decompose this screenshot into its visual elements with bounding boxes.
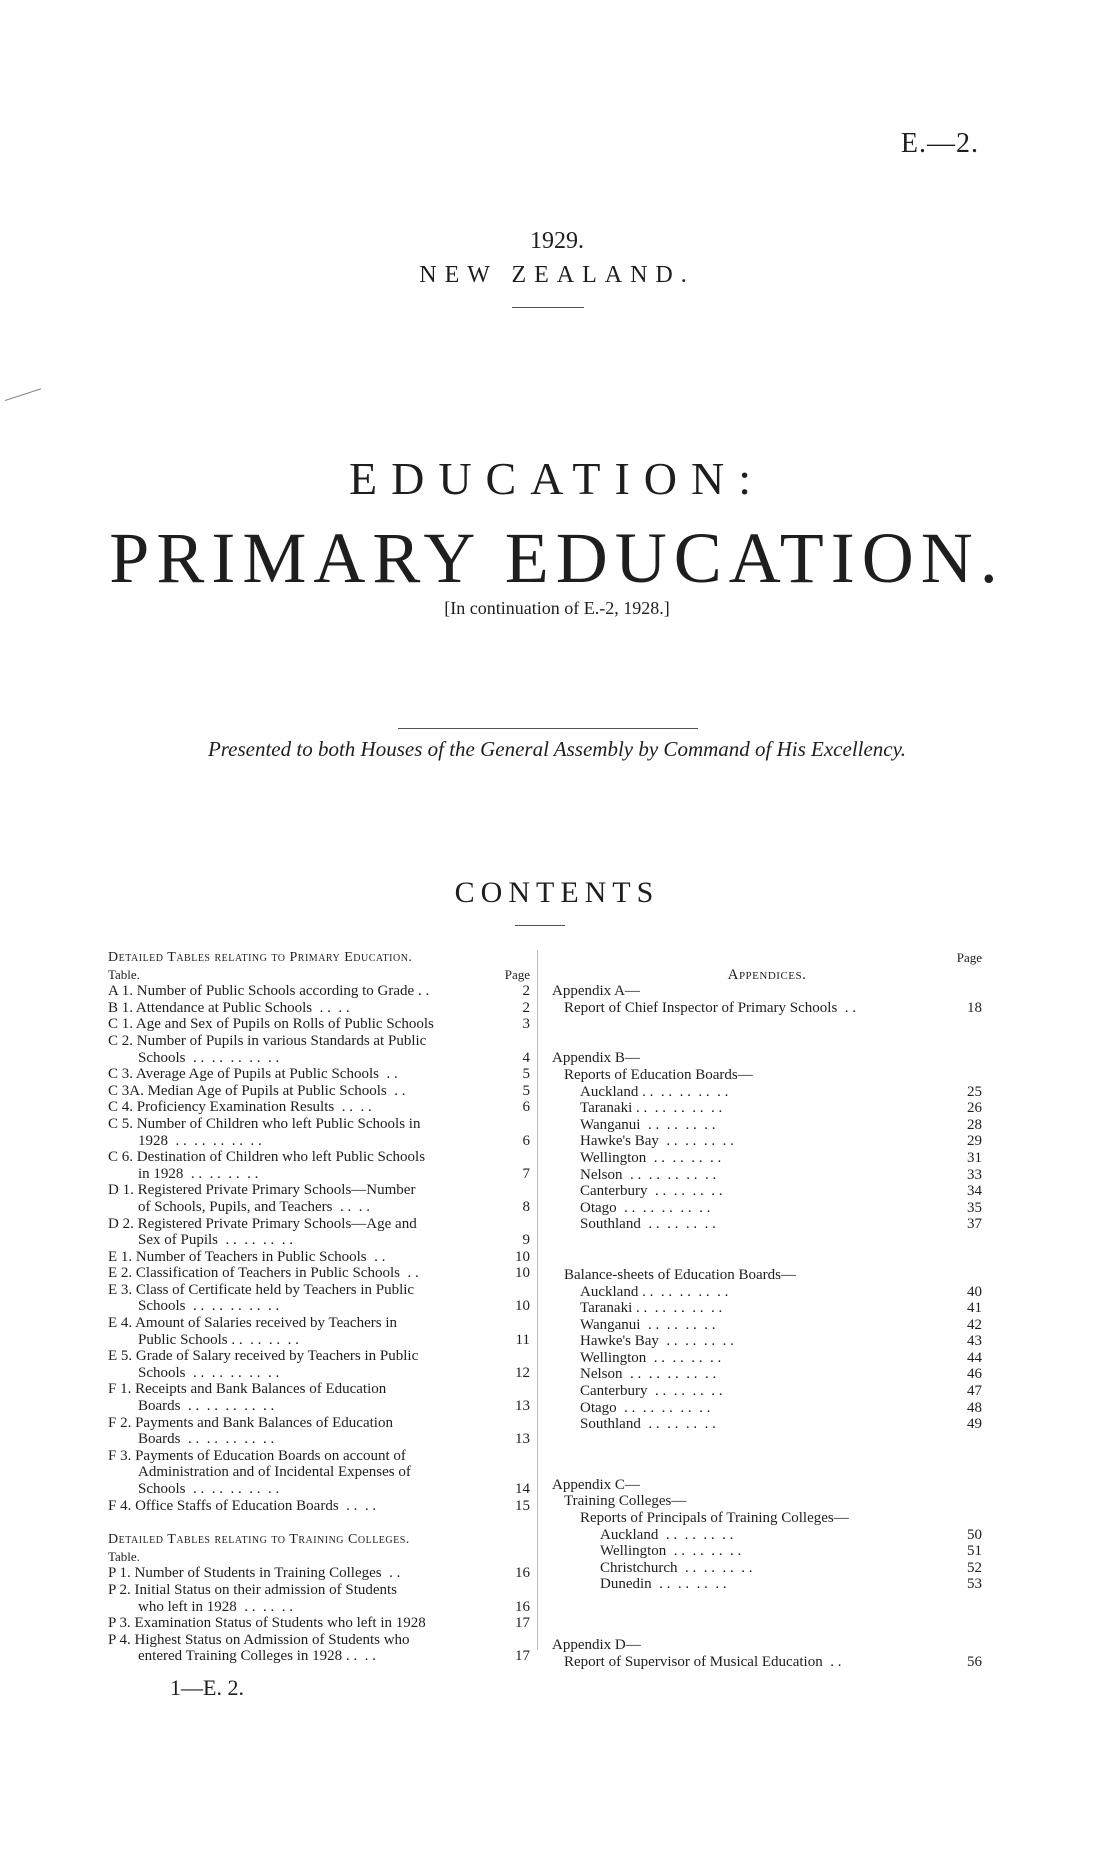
stray-mark <box>5 388 41 401</box>
entry-label: Otago . . . . . . . . . . <box>580 1199 711 1216</box>
entry-label: P 1. Number of Students in Training Colleges . . <box>108 1565 401 1582</box>
contents-entry <box>108 1365 530 1382</box>
contents-entry <box>108 1415 530 1432</box>
contents-entry <box>108 1066 530 1083</box>
entry-page: 29 <box>967 1133 982 1150</box>
entry-page: 35 <box>967 1199 982 1216</box>
entry-label: Nelson . . . . . . . . . . <box>580 1166 717 1183</box>
entry-label: Wellington . . . . . . . . <box>580 1149 722 1166</box>
year: 1929. <box>530 228 584 254</box>
contents-entry <box>108 1348 530 1365</box>
contents-entry <box>108 1464 530 1481</box>
contents-entry <box>580 1317 982 1334</box>
contents-heading: CONTENTS <box>454 876 660 909</box>
contents-entry <box>108 1182 530 1199</box>
contents-entry <box>108 1149 530 1166</box>
entry-page: 5 <box>522 1082 530 1099</box>
presented-note: Presented to both Houses of the General Assembly by Command of His Excellency. <box>207 737 907 761</box>
entry-page: 52 <box>967 1559 982 1576</box>
entry-label: Schools . . . . . . . . . . <box>138 1049 280 1066</box>
entry-label: C 2. Number of Pupils in various Standards at Public <box>108 1032 427 1049</box>
entry-label: Otago . . . . . . . . . . <box>580 1399 711 1416</box>
entry-page: 6 <box>522 1132 530 1149</box>
entry-label: Sex of Pupils . . . . . . . . <box>138 1232 294 1249</box>
contents-entry <box>108 1050 530 1067</box>
contents-entry <box>108 1133 530 1150</box>
country: NEW ZEALAND. <box>419 262 695 288</box>
entry-page: 2 <box>522 999 530 1016</box>
entry-label: Report of Chief Inspector of Primary Schools . . <box>564 999 857 1016</box>
entry-page: 6 <box>522 1099 530 1116</box>
column-separator <box>537 950 538 1650</box>
entry-label: C 1. Age and Sex of Pupils on Rolls of Public Schools <box>108 1016 434 1033</box>
contents-entry <box>108 1398 530 1415</box>
page-label: Page <box>504 966 530 982</box>
contents-entry <box>580 1366 982 1383</box>
contents-entry <box>580 1167 982 1184</box>
contents-entry <box>108 1298 530 1315</box>
continuation-note: [In continuation of E.-2, 1928.] <box>444 598 670 618</box>
entry-page: 50 <box>967 1526 982 1543</box>
contents-entry <box>108 1116 530 1133</box>
entry-label: Christchurch . . . . . . . . <box>600 1559 753 1576</box>
entry-label: C 3. Average Age of Pupils at Public Schools . . <box>108 1066 398 1083</box>
entry-label: E 3. Class of Certificate held by Teachers in Public <box>108 1281 415 1298</box>
entry-page: 7 <box>522 1165 530 1182</box>
contents-entry <box>108 1099 530 1116</box>
contents-entry <box>600 1560 982 1577</box>
entry-page: 48 <box>967 1399 982 1416</box>
entry-label: Canterbury . . . . . . . . <box>580 1383 723 1400</box>
contents-entry <box>108 1481 530 1498</box>
entry-page: 28 <box>967 1116 982 1133</box>
contents-entry <box>580 1400 982 1417</box>
entry-label: Canterbury . . . . . . . . <box>580 1183 723 1200</box>
entry-label: E 4. Amount of Salaries received by Teachers in <box>108 1315 397 1332</box>
entry-label: B 1. Attendance at Public Schools . . . . <box>108 999 350 1016</box>
divider <box>515 925 565 926</box>
contents-entry <box>580 1133 982 1150</box>
entry-label: of Schools, Pupils, and Teachers . . . . <box>138 1198 370 1215</box>
entry-label: F 1. Receipts and Bank Balances of Education <box>108 1381 387 1398</box>
entry-page: 12 <box>515 1364 530 1381</box>
contents-entry <box>108 1498 530 1515</box>
entry-label: Public Schools . . . . . . . . <box>138 1331 299 1348</box>
contents-entry <box>580 1300 982 1317</box>
contents-entry <box>108 1033 530 1050</box>
entry-label: Boards . . . . . . . . . . <box>138 1431 275 1448</box>
entry-label: Wanganui . . . . . . . . <box>580 1316 716 1333</box>
entry-label: Auckland . . . . . . . . . . <box>580 1283 729 1300</box>
entry-page: 31 <box>967 1149 982 1166</box>
appendices-heading: Appendices. <box>727 966 807 983</box>
contents-entry <box>580 1350 982 1367</box>
entry-label: in 1928 . . . . . . . . <box>138 1165 259 1182</box>
training-tables-list <box>108 1565 530 1665</box>
entry-page: 11 <box>515 1331 530 1348</box>
contents-entry <box>108 1381 530 1398</box>
entry-label: entered Training Colleges in 1928 . . . . <box>138 1648 376 1665</box>
contents-entry <box>580 1084 982 1101</box>
entry-label: Taranaki . . . . . . . . . . <box>580 1100 723 1117</box>
entry-page: 10 <box>515 1248 530 1265</box>
colleges-list <box>552 1527 982 1593</box>
contents-entry <box>108 1265 530 1282</box>
entry-page: 47 <box>967 1383 982 1400</box>
entry-page: 16 <box>515 1565 530 1582</box>
entry-page: 53 <box>967 1576 982 1593</box>
entry-label: C 3A. Median Age of Pupils at Public Schools . . <box>108 1082 406 1099</box>
contents-entry <box>108 1000 530 1017</box>
entry-label: Hawke's Bay . . . . . . . . <box>580 1333 734 1350</box>
appendix-b-heading: Appendix B— <box>552 1050 640 1067</box>
entry-page: 34 <box>967 1183 982 1200</box>
contents-entry <box>580 1100 982 1117</box>
entry-label: Taranaki . . . . . . . . . . <box>580 1300 723 1317</box>
page-label: Page <box>956 950 982 965</box>
contents-entry <box>108 1431 530 1448</box>
document-reference: E.—2. <box>900 128 979 159</box>
appendix-c-heading: Appendix C— <box>552 1476 640 1493</box>
entry-page: 4 <box>522 1049 530 1066</box>
appendix-c-subheading: Reports of Principals of Training Colleges— <box>580 1510 849 1527</box>
contents-entry <box>108 1016 530 1033</box>
entry-label: A 1. Number of Public Schools according to Grade . . <box>108 983 430 1000</box>
entry-label: Schools . . . . . . . . . . <box>138 1481 280 1497</box>
entry-label: P 3. Examination Status of Students who left in 1928 <box>108 1615 426 1632</box>
appendix-d-heading: Appendix D— <box>552 1637 641 1653</box>
entry-label: Dunedin . . . . . . . . <box>600 1576 727 1593</box>
section-heading-primary: Detailed Tables relating to Primary Education. <box>108 950 413 965</box>
contents-entry <box>108 1332 530 1349</box>
entry-label: Hawke's Bay . . . . . . . . <box>580 1133 734 1150</box>
entry-page: 14 <box>515 1481 530 1497</box>
contents-entry <box>580 1117 982 1134</box>
appendix-c-subheading: Training Colleges— <box>564 1493 687 1510</box>
contents-entry <box>580 1216 982 1233</box>
contents-entry <box>580 1150 982 1167</box>
board-reports-list <box>552 1084 982 1233</box>
entry-label: C 4. Proficiency Examination Results . . . . <box>108 1099 372 1116</box>
contents-entry <box>580 1383 982 1400</box>
contents-entry <box>108 1582 530 1599</box>
entry-label: E 5. Grade of Salary received by Teachers in Public <box>108 1348 419 1365</box>
entry-page: 2 <box>522 983 530 1000</box>
divider <box>398 728 698 729</box>
contents-entry <box>580 1200 982 1217</box>
contents-entry <box>108 1166 530 1183</box>
appendix-a-entry <box>552 1000 982 1017</box>
title-education: EDUCATION: <box>349 453 765 504</box>
contents-entry <box>580 1284 982 1301</box>
entry-page: 17 <box>515 1648 530 1665</box>
appendix-b-subheading: Balance-sheets of Education Boards— <box>564 1266 797 1283</box>
column-labels <box>108 967 530 984</box>
entry-page: 44 <box>967 1349 982 1366</box>
entry-page: 8 <box>522 1198 530 1215</box>
section-heading-training: Detailed Tables relating to Training Colleges. <box>108 1532 410 1548</box>
contents-entry <box>108 1448 530 1465</box>
entry-page: 3 <box>522 1016 530 1033</box>
contents-entry <box>108 1615 530 1632</box>
entry-label: Southland . . . . . . . . <box>580 1416 716 1433</box>
entry-label: Wellington . . . . . . . . <box>580 1349 722 1366</box>
entry-label: Report of Supervisor of Musical Education . . <box>564 1653 842 1670</box>
contents-right-column <box>552 950 982 1670</box>
entry-page: 18 <box>967 999 982 1016</box>
entry-page: 37 <box>967 1216 982 1233</box>
entry-page: 49 <box>967 1416 982 1433</box>
entry-label: Nelson . . . . . . . . . . <box>580 1366 717 1383</box>
contents-entry <box>580 1416 982 1433</box>
entry-label: Auckland . . . . . . . . . . <box>580 1083 729 1100</box>
entry-label: 1928 . . . . . . . . . . <box>138 1132 262 1149</box>
primary-tables-list <box>108 983 530 1514</box>
entry-label: E 1. Number of Teachers in Public Schools . . <box>108 1248 386 1265</box>
entry-page: 51 <box>967 1543 982 1560</box>
appendix-d-entry <box>552 1654 982 1671</box>
entry-page: 13 <box>515 1398 530 1415</box>
entry-label: Wellington . . . . . . . . <box>600 1543 742 1560</box>
entry-label: who left in 1928 . . . . . . <box>138 1598 293 1615</box>
contents-entry <box>108 1282 530 1299</box>
entry-page: 16 <box>515 1598 530 1615</box>
entry-label: Schools . . . . . . . . . . <box>138 1364 280 1381</box>
entry-label: Wanganui . . . . . . . . <box>580 1116 716 1133</box>
table-label: Table. <box>108 1548 140 1564</box>
entry-page: 42 <box>967 1316 982 1333</box>
contents-entry <box>600 1543 982 1560</box>
entry-page: 10 <box>515 1265 530 1282</box>
contents-entry <box>108 1599 530 1616</box>
contents-entry <box>108 1648 530 1665</box>
entry-label: C 5. Number of Children who left Public Schools in <box>108 1115 421 1132</box>
contents-entry <box>580 1183 982 1200</box>
board-balances-list <box>552 1284 982 1433</box>
entry-page: 9 <box>522 1232 530 1249</box>
entry-page: 41 <box>967 1300 982 1317</box>
entry-label: F 2. Payments and Bank Balances of Education <box>108 1414 393 1431</box>
contents-entry <box>108 1232 530 1249</box>
table-label: Table. <box>108 966 140 982</box>
contents-entry <box>108 1249 530 1266</box>
entry-label: Schools . . . . . . . . . . <box>138 1298 280 1315</box>
entry-label: F 3. Payments of Education Boards on account of <box>108 1447 406 1464</box>
appendix-a-heading: Appendix A— <box>552 983 640 1000</box>
title-primary-education: PRIMARY EDUCATION. <box>109 518 1005 598</box>
entry-page: 43 <box>967 1333 982 1350</box>
entry-page: 46 <box>967 1366 982 1383</box>
entry-page: 5 <box>522 1066 530 1083</box>
contents-entry <box>600 1576 982 1593</box>
entry-label: Auckland . . . . . . . . <box>600 1526 734 1543</box>
entry-page: 56 <box>967 1653 982 1670</box>
entry-page: 25 <box>967 1083 982 1100</box>
entry-label: D 1. Registered Private Primary Schools—Number <box>108 1182 416 1199</box>
entry-page: 17 <box>515 1615 530 1632</box>
divider <box>512 307 584 308</box>
contents-entry <box>108 1565 530 1582</box>
entry-label: Boards . . . . . . . . . . <box>138 1398 275 1415</box>
entry-label: P 2. Initial Status on their admission of Students <box>108 1581 398 1598</box>
entry-label: E 2. Classification of Teachers in Public Schools . . <box>108 1265 419 1282</box>
entry-label: C 6. Destination of Children who left Public Schools <box>108 1149 426 1166</box>
contents-entry <box>108 1315 530 1332</box>
entry-label: Administration and of Incidental Expenses of <box>138 1464 411 1481</box>
entry-page: 15 <box>515 1497 530 1514</box>
contents-entry <box>600 1527 982 1544</box>
entry-label: P 4. Highest Status on Admission of Students who <box>108 1631 410 1648</box>
contents-entry <box>108 983 530 1000</box>
contents-entry <box>108 1083 530 1100</box>
entry-page: 10 <box>515 1298 530 1315</box>
entry-label: F 4. Office Staffs of Education Boards . . . . <box>108 1497 377 1514</box>
entry-page: 26 <box>967 1100 982 1117</box>
appendix-b-subheading: Reports of Education Boards— <box>564 1066 753 1083</box>
contents-entry <box>580 1333 982 1350</box>
contents-entry <box>108 1216 530 1233</box>
entry-label: D 2. Registered Private Primary Schools—Age and <box>108 1215 417 1232</box>
footer-signature: 1—E. 2. <box>170 1675 244 1700</box>
entry-label: Southland . . . . . . . . <box>580 1216 716 1233</box>
contents-left-column <box>108 950 530 1665</box>
contents-entry <box>108 1632 530 1649</box>
contents-entry <box>108 1199 530 1216</box>
entry-page: 33 <box>967 1166 982 1183</box>
entry-page: 40 <box>967 1283 982 1300</box>
entry-page: 13 <box>515 1431 530 1448</box>
